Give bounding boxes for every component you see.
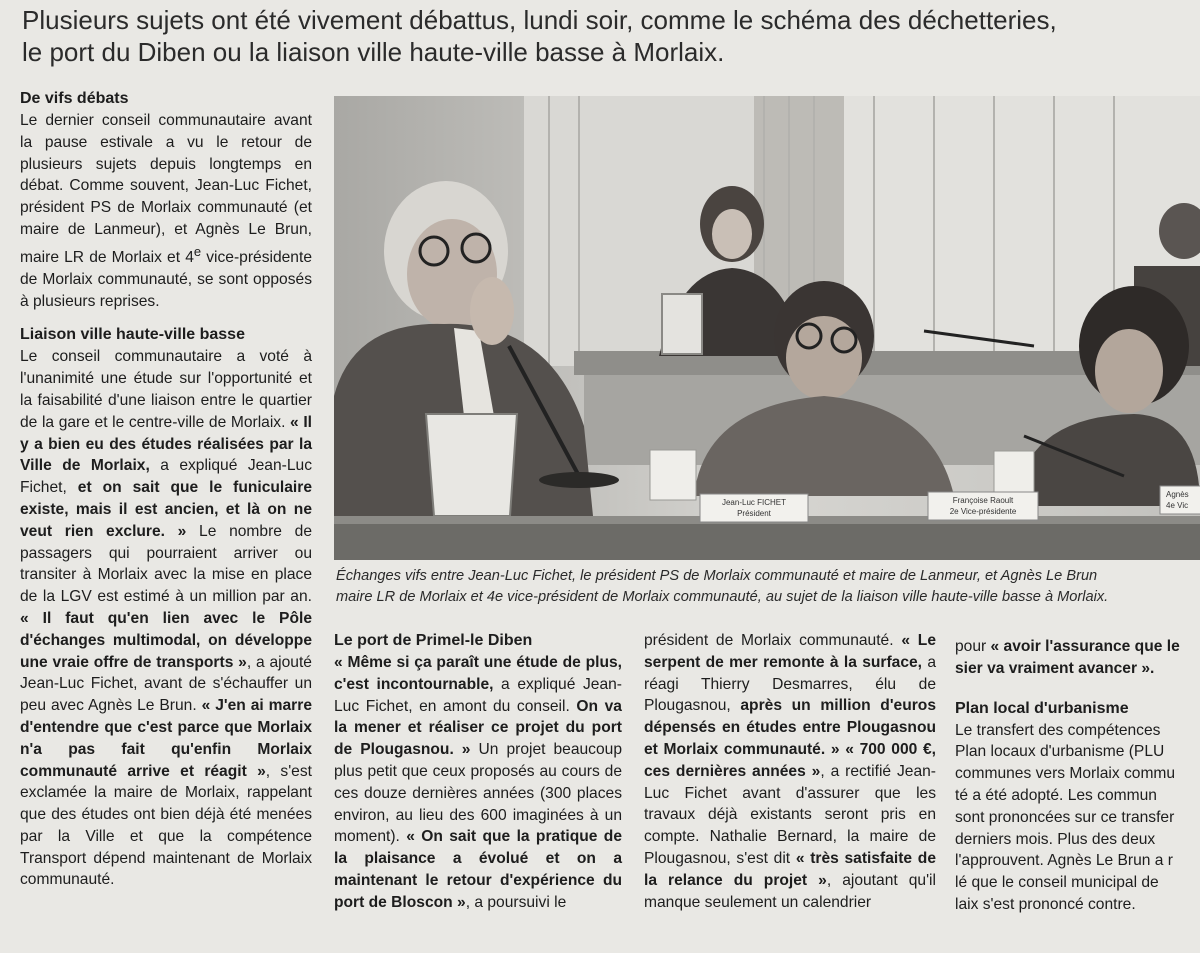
svg-text:4e Vic: 4e Vic bbox=[1166, 501, 1189, 510]
nameplate-fichet bbox=[700, 494, 808, 522]
heading-plu: Plan local d'urbanisme bbox=[955, 699, 1129, 717]
column-4 bbox=[955, 636, 1200, 916]
headline bbox=[22, 4, 1192, 68]
column-1 bbox=[20, 88, 312, 891]
caption-line-1: Échanges vifs entre Jean-Luc Fichet, le président PS de Morlaix communauté et maire de Lanmeur, et Agnès Le Brun bbox=[336, 568, 1098, 584]
paragraph-port: « Même si ça paraît une étude de plus, c'est incontournable, a expliqué Jean-Luc Fichet, en amont du conseil. On va la mener et réaliser ce projet du port de Plougasnou. » Un projet beaucoup plus petit que ceux proposés au cours de ces douze dernières années (300 places environ, au lieu des 600 imaginées à un moment). « On sait que la pratique de la plaisance a évolué et on a maintenant le retour d'expérience du port de Bloscon », a poursuivi le bbox=[334, 654, 622, 911]
svg-text:2e Vice-présidente: 2e Vice-présidente bbox=[949, 507, 1017, 516]
headline-line-1: Plusieurs sujets ont été vivement débattus, lundi soir, comme le schéma des déchetteries, bbox=[22, 5, 1057, 35]
svg-text:Agnès: Agnès bbox=[1166, 490, 1189, 499]
column-3 bbox=[644, 630, 936, 913]
paragraph-vifs-debats: Le dernier conseil communautaire avant la pause estivale a vu le retour de plusieurs sujets depuis longtemps en débat. Comme souvent, Jean-Luc Fichet, président PS de Morlaix communauté (et maire de Lanmeur), et Agnès Le Brun, maire LR de Morlaix et 4e vice-présidente de Morlaix communauté, se sont opposés à plusieurs reprises. bbox=[20, 112, 312, 310]
nameplate-le-brun bbox=[1160, 486, 1200, 514]
svg-text:Président: Président bbox=[737, 509, 771, 518]
headline-line-2: le port du Diben ou la liaison ville haute-ville basse à Morlaix. bbox=[22, 37, 725, 67]
paragraph-calendrier-end: pour « avoir l'assurance que le sier va vraiment avancer ». bbox=[955, 638, 1180, 677]
heading-vifs-debats: De vifs débats bbox=[20, 90, 129, 107]
paragraph-plu: Le transfert des compétences Plan locaux d'urbanisme (PLU communes vers Morlaix commu té a été adopté. Les commun sont prononcées sur ce transfer derniers mois. Plus des deux l'approuvent. Agnès Le Brun a r lé que le conseil municipal de laix s'est prononcé contre. bbox=[955, 721, 1176, 913]
heading-port: Le port de Primel-le Diben bbox=[334, 632, 533, 649]
nameplate-raoult bbox=[928, 492, 1038, 520]
caption-line-2: maire LR de Morlaix et 4e vice-président de Morlaix communauté, au sujet de la liaison ville haute-ville basse à Morlaix. bbox=[336, 589, 1109, 605]
paragraph-port-continued: président de Morlaix communauté. « Le serpent de mer remonte à la surface, a réagi Thierry Desmarres, élu de Plougasnou, après un million d'euros dépensés en études entre Plougasnou et Morlaix communauté. » « 700 000 €, ces dernières années », a rectifié Jean-Luc Fichet avant d'assurer que les travaux déjà existants seront pris en compte. Nathalie Bernard, la maire de Plougasnou, s'est dit « très satisfaite de la relance du projet », ajoutant qu'il manque seulement un calendrier bbox=[644, 632, 936, 911]
svg-text:Jean-Luc FICHET: Jean-Luc FICHET bbox=[721, 498, 787, 507]
photo-illustration bbox=[334, 96, 1200, 560]
svg-text:Françoise Raoult: Françoise Raoult bbox=[952, 496, 1014, 505]
conference-photo bbox=[334, 96, 1200, 560]
paragraph-liaison: Le conseil communautaire a voté à l'unanimité une étude sur l'opportunité et la faisabilité d'une liaison entre le quartier de la gare et le centre-ville de Morlaix. « Il y a bien eu des études réalisées par la Ville de Morlaix, a expliqué Jean-Luc Fichet, et on sait que le funiculaire existe, mais il est ancien, et là on ne veut rien exclure. » Le nombre de passagers qui pourraient arriver ou transiter à Morlaix avec la mise en place de la LGV est estimé à un million par an. « Il faut qu'en lien avec le Pôle d'échanges multimodal, on développe une vraie offre de transports », a ajouté Jean-Luc Fichet, avant de s'échauffer un peu avec Agnès Le Brun. « J'en ai marre d'entendre que c'est parce que Morlaix n'a pas fait qu'enfin Morlaix communauté arrive et réagit », s'est exclamée la maire de Morlaix, rappelant que des études ont bien déjà été menées par la Ville et que la compétence Transport dépend maintenant de Morlaix communauté. bbox=[20, 348, 312, 889]
heading-liaison: Liaison ville haute-ville basse bbox=[20, 326, 245, 344]
photo-caption bbox=[336, 566, 1200, 608]
column-2 bbox=[334, 630, 622, 914]
